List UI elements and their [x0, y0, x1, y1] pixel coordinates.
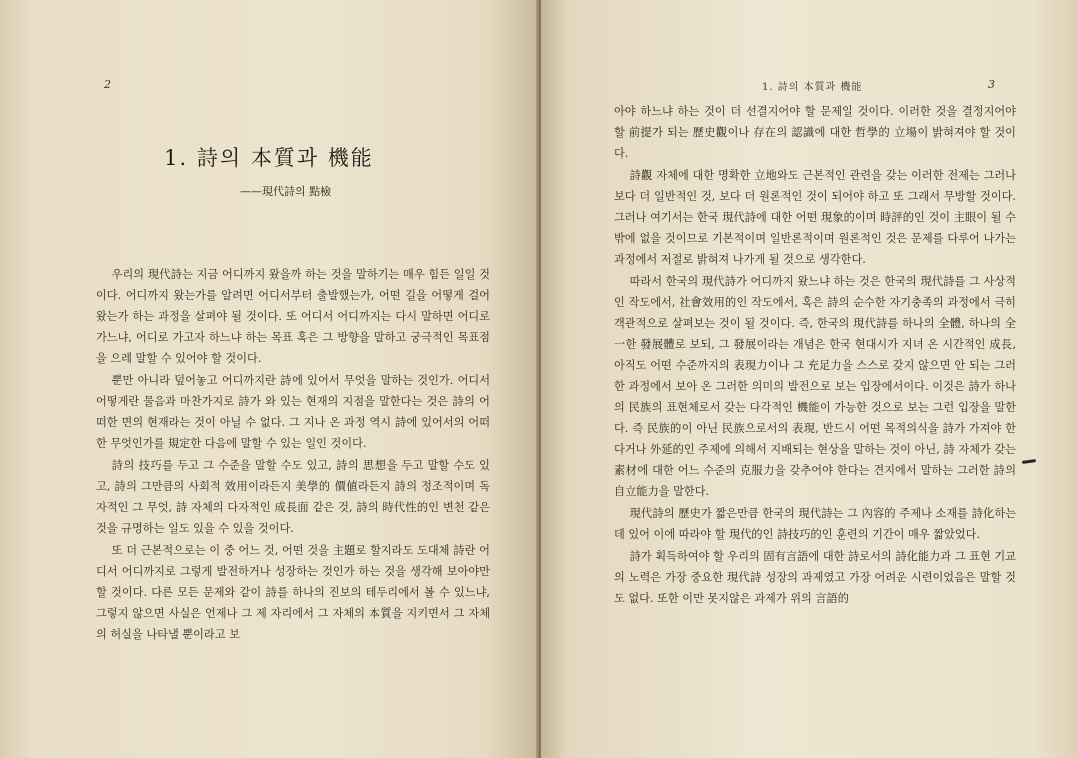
paragraph: 또 더 근본적으로는 이 중 어느 것, 어떤 것을 主題로 할지라도 도대체 詩란 어디서 어디까지로 그렇게 발전하거나 성장하는 것인가 하는 것을 생각해 보아야만 할 것이다. 다른 모든 문제와 같이 詩를 하나의 진보의 테두리에서 볼 수 있느냐, 그렇지 않으면 사실은 언제나 그 제 자리에서 그 자체의 本質을 지키면서 그 자체의 허실을 나타낼 뿐이라고 보 [96, 544, 490, 641]
left-body-text [96, 264, 490, 646]
page-number-right: 3 [988, 78, 995, 91]
right-page [541, 0, 1077, 758]
paragraph: 詩가 획득하여야 할 우리의 固有言語에 대한 詩로서의 詩化能力과 그 표현 기교의 노력은 가장 중요한 現代詩 성장의 과제였고 가장 어려운 시련이었음은 말할 것도 없다. 또한 이만 못지않은 과제가 위의 言語的 [614, 550, 1016, 605]
ink-smudge [1022, 459, 1036, 464]
page-number-left: 2 [104, 78, 111, 91]
running-head: 1. 詩의 本質과 機能 [762, 82, 863, 93]
chapter-title: 1. 詩의 本質과 機能 [164, 146, 374, 170]
paragraph: 詩의 技巧를 두고 그 수준을 말할 수도 있고, 詩의 思想을 두고 말할 수도 있고, 詩의 그만큼의 사회적 效用이라든지 美學的 價値라든지 詩의 정조적이며 독자적인 그 무엇, 詩 자체의 다자적인 成長面 같은 것, 詩의 時代性的인 변천 같은 것을 규명하는 일도 있을 수 있을 것이다. [96, 459, 490, 535]
paragraph: 우리의 現代詩는 지금 어디까지 왔을까 하는 것을 말하기는 매우 힘든 일일 것이다. 어디까지 왔는가를 알려면 어디서부터 출발했는가, 어떤 길을 어떻게 걸어 왔는가 하는 과정을 살펴야 될 것이다. 또 어디서 어디까지는 다시 말하면 어디로 가느냐, 어디로 가고자 하느냐 하는 목표 혹은 그 방향을 말하고 궁극적인 목표점을 으레 말할 수 있어야 할 것이다. [96, 268, 490, 365]
paragraph: 詩觀 자체에 대한 명확한 立地와도 근본적인 관련을 갖는 이러한 전제는 그러나 보다 더 일반적인 것, 보다 더 원론적인 것이 되어야 하고 또 그래서 무방할 것이다. 그러나 여기서는 한국 現代詩에 대한 어떤 現象的이며 時評的인 것이 主眼이 될 수밖에 없을 것이므로 기본적이며 일반론적이며 원론적인 것은 문제를 다루어 나가는 과정에서 저절로 밝혀져 나가게 될 것으로 생각한다. [614, 169, 1016, 266]
paragraph: 뿐만 아니라 덮어놓고 어디까지란 詩에 있어서 무엇을 말하는 것인가. 어디서 어떻게란 물음과 마찬가지로 詩가 와 있는 현재의 지점을 말한다는 것은 詩의 어떠한 면의 현재라는 것이 아닐 수 없다. 그 지나 온 과정 역시 詩에 있어서의 어떠한 무엇인가를 規定한 다음에 말할 수 있는 일인 것이다. [96, 374, 490, 450]
chapter-subtitle: ——現代詩의 點檢 [240, 185, 332, 198]
paragraph: 아야 하느냐 하는 것이 더 선결지어야 할 문제일 것이다. 이러한 것을 결정지어야 할 前提가 되는 歷史觀이나 存在의 認識에 대한 哲學的 立場이 밝혀져야 할 것이다. [614, 105, 1016, 160]
left-page [0, 0, 538, 758]
paragraph: 따라서 한국의 現代詩가 어디까지 왔느냐 하는 것은 한국의 現代詩를 그 사상적인 작도에서, 社會效用的인 작도에서, 혹은 詩의 순수한 자기충족의 과정에서 극히 객관적으로 살펴보는 것이 될 것이다. 즉, 한국의 現代詩를 하나의 全體, 하나의 全一한 發展體로 보되, 그 發展이라는 개념은 한국 현대시가 지녀 온 시간적인 成長, 아직도 어떤 수준까지의 表現力이나 그 充足力을 스스로 갖지 않으면 안 되는 그러한 과정에서 보아 온 그러한 의미의 발전으로 보는 입장에서이다. 이것은 詩가 하나의 民族의 표현체로서 갖는 다각적인 機能이 가능한 것으로 보는 그런 입장을 말한다. 즉 民族的이 아닌 民族으로서의 表現, 반드시 어떤 목적의식을 詩가 가져야 한다거나 外延的인 주제에 의해서 지배되는 현상을 말하는 것이 아닌, 詩 자체가 갖는 素材에 대한 어느 수준의 克服力을 갖추어야 한다는 견지에서 말하는 그러한 詩의 自立能力을 말한다. [614, 275, 1016, 498]
paragraph: 現代詩의 歷史가 짧은만큼 한국의 現代詩는 그 內容的 주제나 소재를 詩化하는 데 있어 이에 따라야 할 現代的인 詩技巧的인 훈련의 기간이 매우 짧았었다. [614, 507, 1016, 541]
right-body-text [614, 101, 1016, 610]
